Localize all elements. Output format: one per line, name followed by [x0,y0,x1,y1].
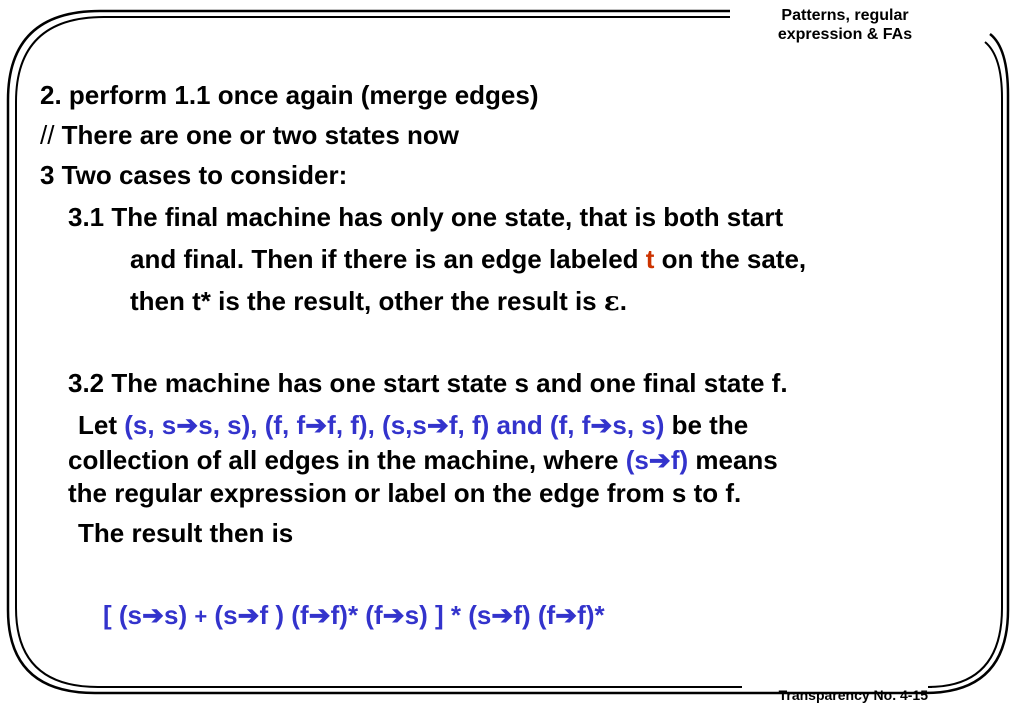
text-line-9 [68,445,778,475]
formula-text: f)* (f [330,600,383,630]
text-line-6 [130,286,627,317]
slide-footer: Transparency No. 4-15 [778,687,928,703]
result-formula [103,600,605,632]
text-line-5 [130,244,806,274]
slide-header [745,6,945,44]
plus-sign: + [194,604,208,629]
right-arrow-icon: ➔ [237,600,260,630]
text-span: then t* is the result, other the result is [130,286,604,316]
formula-text: f) (f [513,600,556,630]
text-line-4: 3.1 The final machine has only one state, that is both start [68,202,784,232]
right-arrow-icon: ➔ [308,600,331,630]
edge-text: f, f), (s,s [327,410,427,440]
text-span: be the [664,410,749,440]
text-span: There are one or two states now [61,120,459,150]
text-line-10: the regular expression or label on the edge from s to f. [68,478,742,508]
right-arrow-icon: ➔ [142,600,164,630]
text-line-11: The result then is [78,518,294,548]
text-line-8 [78,410,748,440]
formula-text: s) [164,600,195,630]
text-line-3: 3 Two cases to consider: [40,160,348,190]
epsilon-symbol: ε [603,287,620,317]
edge-list [124,410,664,440]
right-arrow-icon: ➔ [382,600,405,630]
text-span: collection of all edges in the machine, where [68,445,626,475]
edge-text: (s, s [124,410,177,440]
formula-text: f ) (f [259,600,309,630]
edge-text: f, f) and (f, f [448,410,591,440]
right-arrow-icon: ➔ [305,410,328,440]
formula-text: s) ] * (s [404,600,492,630]
text-span: and final. Then if there is an edge labeled [130,244,646,274]
text-line-2 [40,120,459,150]
label-t: t [645,244,655,274]
edge-text: (s [625,445,649,475]
header-line-2: expression & FAs [777,26,913,43]
right-arrow-icon: ➔ [648,445,671,475]
formula-text: [ (s [103,600,142,630]
right-arrow-icon: ➔ [426,410,449,440]
text-line-1: 2. perform 1.1 once again (merge edges) [40,80,539,110]
text-span: . [619,286,627,316]
header-line-1: Patterns, regular [781,7,909,24]
formula-text: f)* [577,600,605,630]
edge-sf [626,445,688,475]
right-arrow-icon: ➔ [491,600,514,630]
text-span: Let [78,410,125,440]
comment-marker: // [40,120,62,150]
text-span: on the sate, [654,244,807,274]
formula-text: (s [207,600,238,630]
right-arrow-icon: ➔ [555,600,578,630]
edge-text: f) [670,445,689,475]
edge-text: s, s) [612,410,665,440]
edge-text: s, s), (f, f [198,410,306,440]
right-arrow-icon: ➔ [176,410,199,440]
text-span: means [688,445,778,475]
text-line-7: 3.2 The machine has one start state s and one final state f. [68,368,788,398]
right-arrow-icon: ➔ [590,410,613,440]
